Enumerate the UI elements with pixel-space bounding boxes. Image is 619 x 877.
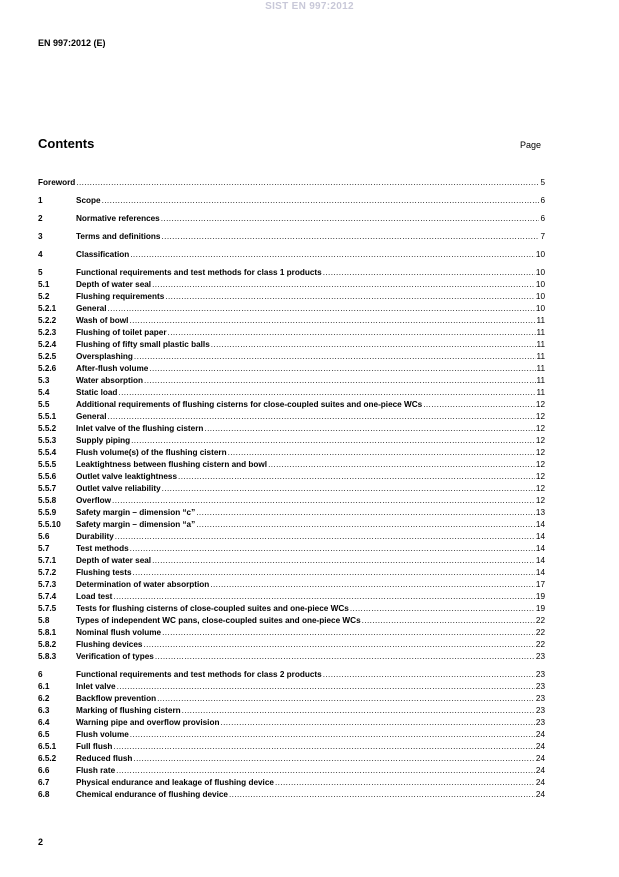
toc-entry-title: Flushing requirements (76, 292, 165, 301)
toc-entry[interactable] (38, 495, 545, 507)
toc-entry-number: 6.6 (38, 766, 50, 775)
page-number: 2 (38, 837, 44, 847)
dot-leader (149, 363, 535, 375)
toc-entry-page: 14 (535, 532, 545, 541)
toc-entry-title: Overflow (76, 496, 112, 505)
toc-entry-number: 5.5.9 (38, 508, 57, 517)
dot-leader (168, 327, 536, 339)
toc-entry-page: 11 (536, 364, 545, 373)
toc-entry-title: Tests for flushing cisterns of close-coupled suites and one-piece WCs (76, 604, 349, 613)
toc-entry-title: Flushing of fifty small plastic balls (76, 340, 210, 349)
dot-leader (229, 789, 535, 801)
toc-entry[interactable] (38, 705, 545, 717)
toc-entry-page: 14 (535, 556, 545, 565)
toc-entry-number: 5.8.1 (38, 628, 57, 637)
dot-leader (161, 213, 540, 225)
toc-entry-number: 6.7 (38, 778, 50, 787)
dot-leader (204, 423, 535, 435)
dot-leader (220, 717, 534, 729)
dot-leader (161, 231, 539, 243)
toc-entry-page: 23 (535, 706, 545, 715)
dot-leader (423, 399, 535, 411)
toc-entry[interactable] (38, 729, 545, 741)
dot-leader (113, 741, 535, 753)
dot-leader (152, 555, 535, 567)
toc-entry-title: Static load (76, 388, 118, 397)
toc-entry-number: 5.5.8 (38, 496, 57, 505)
toc-entry[interactable] (38, 339, 545, 351)
toc-entry[interactable] (38, 681, 545, 693)
toc-entry-page: 14 (535, 568, 545, 577)
toc-entry-number: 5.2.1 (38, 304, 57, 313)
toc-entry-number: 5.2.5 (38, 352, 57, 361)
toc-entry[interactable] (38, 411, 545, 423)
toc-entry-title: Classification (76, 250, 130, 259)
dot-leader (155, 651, 535, 663)
toc-entry-title: Depth of water seal (76, 556, 152, 565)
toc-entry[interactable] (38, 753, 545, 765)
dot-leader (76, 176, 539, 189)
toc-entry-page: 11 (536, 328, 545, 337)
dot-leader (362, 615, 535, 627)
toc-entry-title: Physical endurance and leakage of flushing device (76, 778, 274, 787)
toc-entry-title: Outlet valve leaktightness (76, 472, 178, 481)
toc-entry-number: 5.2 (38, 292, 50, 301)
toc-entry-number: 5.7.4 (38, 592, 57, 601)
toc-entry[interactable] (38, 195, 545, 207)
toc-entry[interactable] (38, 231, 545, 243)
toc-entry[interactable] (38, 303, 545, 315)
dot-leader (133, 567, 535, 579)
toc-entry[interactable] (38, 603, 545, 615)
dot-leader (228, 447, 535, 459)
toc-entry[interactable] (38, 591, 545, 603)
toc-entry-title: Chemical endurance of flushing device (76, 790, 228, 799)
toc-entry-number: 5.5.1 (38, 412, 57, 421)
toc-entry-title: Normative references (76, 214, 160, 223)
dot-leader (113, 591, 534, 603)
toc-entry[interactable] (38, 507, 545, 519)
toc-entry[interactable] (38, 615, 545, 627)
toc-entry-title: Oversplashing (76, 352, 133, 361)
dot-leader (196, 519, 535, 531)
dot-leader (165, 291, 535, 303)
dot-leader (117, 681, 535, 693)
dot-leader (108, 411, 535, 423)
toc-entry[interactable] (38, 519, 545, 531)
toc-entry-number: 5.3 (38, 376, 50, 385)
toc-entry-title: Flush rate (76, 766, 116, 775)
toc-entry-page: 22 (535, 616, 545, 625)
toc-entry-page: 24 (535, 778, 545, 787)
toc-entry-number: 6.3 (38, 706, 50, 715)
toc-entry-number: 6.5.1 (38, 742, 57, 751)
toc-entry-page: 14 (535, 520, 545, 529)
dot-leader (130, 249, 535, 261)
dot-leader (130, 729, 535, 741)
toc-entry-number: 5.1 (38, 280, 50, 289)
toc-entry-number: 5 (38, 268, 43, 277)
toc-entry-number: 5.2.3 (38, 328, 57, 337)
toc-entry-number: 6.8 (38, 790, 50, 799)
toc-entry-page: 12 (535, 472, 545, 481)
toc-entry-page: 24 (535, 742, 545, 751)
toc-entry-number: 5.7.2 (38, 568, 57, 577)
toc-entry-page: 23 (535, 694, 545, 703)
toc-entry-page: 17 (535, 580, 545, 589)
dot-leader (152, 279, 535, 291)
toc-entry-number: 5.5.3 (38, 436, 57, 445)
toc-entry-number: 5.8.2 (38, 640, 57, 649)
toc-entry-title: Wash of bowl (76, 316, 129, 325)
toc-entry[interactable] (38, 579, 545, 591)
toc-entry[interactable] (38, 279, 545, 291)
toc-entry-page: 22 (535, 640, 545, 649)
toc-entry-page: 12 (535, 496, 545, 505)
toc-entry-number: 5.7.3 (38, 580, 57, 589)
dot-leader (211, 339, 536, 351)
toc-entry-title: Flush volume(s) of the flushing cistern (76, 448, 227, 457)
toc-entry[interactable] (38, 351, 545, 363)
toc-entry-title: Additional requirements of flushing cisterns for close-coupled suites and one-piece WCs (76, 400, 423, 409)
toc-entry-page: 12 (535, 400, 545, 409)
toc-entry-page: 12 (535, 424, 545, 433)
toc-entry[interactable] (38, 627, 545, 639)
toc-entry-title: Load test (76, 592, 113, 601)
toc-entry-number: 5.5.2 (38, 424, 57, 433)
toc-entry-number: 5.7.5 (38, 604, 57, 613)
dot-leader (196, 507, 535, 519)
dot-leader (112, 495, 535, 507)
toc-entry-page: 13 (535, 508, 545, 517)
toc-entry-page: 23 (535, 682, 545, 691)
toc-entry-page: 23 (535, 670, 545, 679)
toc-entry-page: 10 (535, 250, 545, 259)
toc-entry[interactable] (38, 387, 545, 399)
toc-entry[interactable] (38, 423, 545, 435)
toc-entry-title: Foreword (38, 178, 76, 187)
toc-entry[interactable] (38, 471, 545, 483)
toc-entry-title: Types of independent WC pans, close-coupled suites and one-piece WCs (76, 616, 361, 625)
toc-entry[interactable] (38, 651, 545, 663)
toc-entry-page: 24 (535, 754, 545, 763)
toc-entry-title: Nominal flush volume (76, 628, 162, 637)
toc-entry-number: 5.5 (38, 400, 50, 409)
toc-entry-page: 10 (535, 280, 545, 289)
toc-entry-number: 5.5.5 (38, 460, 57, 469)
toc-entry[interactable] (38, 741, 545, 753)
dot-leader (102, 195, 540, 207)
toc-entry-page: 6 (540, 214, 545, 223)
toc-entry-title: Flushing tests (76, 568, 132, 577)
toc-entry[interactable] (38, 375, 545, 387)
toc-entry-title: Leaktightness between flushing cistern and bowl (76, 460, 268, 469)
dot-leader (162, 627, 535, 639)
toc-entry-page: 6 (540, 196, 545, 205)
toc-entry-page: 23 (535, 652, 545, 661)
toc-entry-title: Inlet valve of the flushing cistern (76, 424, 204, 433)
toc-entry[interactable] (38, 327, 545, 339)
toc-entry[interactable] (38, 176, 545, 189)
toc-entry-page: 7 (540, 232, 545, 241)
toc-entry[interactable] (38, 717, 545, 729)
dot-leader (210, 579, 535, 591)
toc-entry-number: 5.6 (38, 532, 50, 541)
toc-entry-page: 12 (535, 412, 545, 421)
toc-entry-number: 6.2 (38, 694, 50, 703)
dot-leader (162, 483, 535, 495)
toc-entry-page: 11 (536, 340, 545, 349)
toc-entry-page: 12 (535, 460, 545, 469)
toc-entry-page: 24 (535, 766, 545, 775)
toc-entry-page: 11 (536, 352, 545, 361)
toc-entry-number: 5.2.6 (38, 364, 57, 373)
dot-leader (350, 603, 535, 615)
toc-entry-title: Test methods (76, 544, 129, 553)
toc-entry-number: 5.7.1 (38, 556, 57, 565)
toc-entry-page: 11 (536, 388, 545, 397)
toc-entry-page: 10 (535, 304, 545, 313)
dot-leader (131, 435, 535, 447)
dot-leader (323, 267, 535, 279)
toc-entry-page: 23 (535, 718, 545, 727)
toc-entry-title: Supply piping (76, 436, 131, 445)
document-id: EN 997:2012 (E) (38, 38, 106, 48)
toc-entry-title: Warning pipe and overflow provision (76, 718, 220, 727)
toc-entry-number: 5.5.6 (38, 472, 57, 481)
toc-entry-title: Reduced flush (76, 754, 133, 763)
toc-entry-title: Scope (76, 196, 101, 205)
toc-entry-number: 6 (38, 670, 43, 679)
toc-entry-title: Safety margin – dimension “a” (76, 520, 196, 529)
toc-entry-page: 14 (535, 544, 545, 553)
dot-leader (275, 777, 535, 789)
toc-entry-page: 12 (535, 484, 545, 493)
toc-entry[interactable] (38, 363, 545, 375)
dot-leader (182, 705, 535, 717)
toc-entry-title: Functional requirements and test methods for class 2 products (76, 670, 322, 679)
toc-entry-title: General (76, 304, 107, 313)
toc-entry[interactable] (38, 483, 545, 495)
toc-entry[interactable] (38, 447, 545, 459)
page-column-label: Page (520, 140, 542, 150)
table-of-contents (38, 176, 545, 801)
toc-entry-number: 6.4 (38, 718, 50, 727)
toc-entry-number: 6.5.2 (38, 754, 57, 763)
dot-leader (268, 459, 535, 471)
toc-entry-number: 6.5 (38, 730, 50, 739)
dot-leader (133, 753, 534, 765)
dot-leader (115, 531, 535, 543)
toc-entry-title: Inlet valve (76, 682, 116, 691)
toc-entry-title: General (76, 412, 107, 421)
dot-leader (116, 765, 535, 777)
toc-entry[interactable] (38, 291, 545, 303)
toc-entry[interactable] (38, 267, 545, 279)
toc-entry-number: 5.2.2 (38, 316, 57, 325)
toc-entry-title: Full flush (76, 742, 113, 751)
dot-leader (129, 315, 535, 327)
toc-entry-page: 19 (535, 592, 545, 601)
toc-entry-page: 5 (540, 178, 545, 187)
toc-entry-title: Backflow prevention (76, 694, 157, 703)
toc-entry-title: Terms and definitions (76, 232, 161, 241)
watermark: SIST EN 997:2012 (265, 1, 354, 12)
dot-leader (134, 351, 536, 363)
toc-entry-number: 5.4 (38, 388, 50, 397)
dot-leader (118, 387, 535, 399)
toc-entry-number: 1 (38, 196, 43, 205)
toc-entry-title: Functional requirements and test methods for class 1 products (76, 268, 322, 277)
dot-leader (323, 669, 535, 681)
toc-entry-number: 5.5.4 (38, 448, 57, 457)
toc-entry-title: After-flush volume (76, 364, 149, 373)
toc-entry[interactable] (38, 399, 545, 411)
toc-entry[interactable] (38, 531, 545, 543)
toc-entry-number: 3 (38, 232, 43, 241)
toc-entry-title: Marking of flushing cistern (76, 706, 181, 715)
toc-entry-page: 22 (535, 628, 545, 637)
toc-entry-number: 5.8 (38, 616, 50, 625)
toc-entry[interactable] (38, 639, 545, 651)
dot-leader (157, 693, 535, 705)
toc-entry[interactable] (38, 693, 545, 705)
toc-entry-page: 10 (535, 292, 545, 301)
toc-entry[interactable] (38, 213, 545, 225)
dot-leader (143, 639, 534, 651)
dot-leader (108, 303, 535, 315)
toc-entry-page: 11 (536, 316, 545, 325)
toc-entry[interactable] (38, 459, 545, 471)
toc-entry-page: 24 (535, 790, 545, 799)
dot-leader (144, 375, 535, 387)
toc-entry[interactable] (38, 315, 545, 327)
toc-entry-title: Flushing of toilet paper (76, 328, 167, 337)
toc-entry-number: 5.5.7 (38, 484, 57, 493)
toc-entry[interactable] (38, 777, 545, 789)
toc-entry[interactable] (38, 789, 545, 801)
toc-entry-page: 12 (535, 448, 545, 457)
toc-entry[interactable] (38, 543, 545, 555)
toc-entry[interactable] (38, 765, 545, 777)
toc-entry[interactable] (38, 669, 545, 681)
toc-entry-number: 5.8.3 (38, 652, 57, 661)
toc-entry-number: 5.5.10 (38, 520, 61, 529)
toc-entry-number: 5.2.4 (38, 340, 57, 349)
toc-entry-title: Flushing devices (76, 640, 143, 649)
toc-entry-title: Durability (76, 532, 114, 541)
toc-entry[interactable] (38, 435, 545, 447)
toc-entry-number: 6.1 (38, 682, 50, 691)
toc-entry[interactable] (38, 555, 545, 567)
toc-entry-number: 5.7 (38, 544, 50, 553)
toc-entry-page: 11 (536, 376, 545, 385)
toc-entry-number: 2 (38, 214, 43, 223)
toc-entry-title: Determination of water absorption (76, 580, 210, 589)
toc-entry[interactable] (38, 249, 545, 261)
toc-entry-title: Water absorption (76, 376, 144, 385)
toc-entry-title: Safety margin – dimension “c” (76, 508, 196, 517)
toc-entry-title: Depth of water seal (76, 280, 152, 289)
toc-entry-number: 4 (38, 250, 43, 259)
page-title: Contents (38, 136, 95, 151)
dot-leader (130, 543, 535, 555)
toc-entry-page: 10 (535, 268, 545, 277)
toc-entry-title: Outlet valve reliability (76, 484, 161, 493)
toc-entry-page: 19 (535, 604, 545, 613)
toc-entry[interactable] (38, 567, 545, 579)
toc-entry-title: Flush volume (76, 730, 129, 739)
toc-entry-page: 24 (535, 730, 545, 739)
dot-leader (178, 471, 535, 483)
toc-entry-page: 12 (535, 436, 545, 445)
toc-entry-title: Verification of types (76, 652, 154, 661)
